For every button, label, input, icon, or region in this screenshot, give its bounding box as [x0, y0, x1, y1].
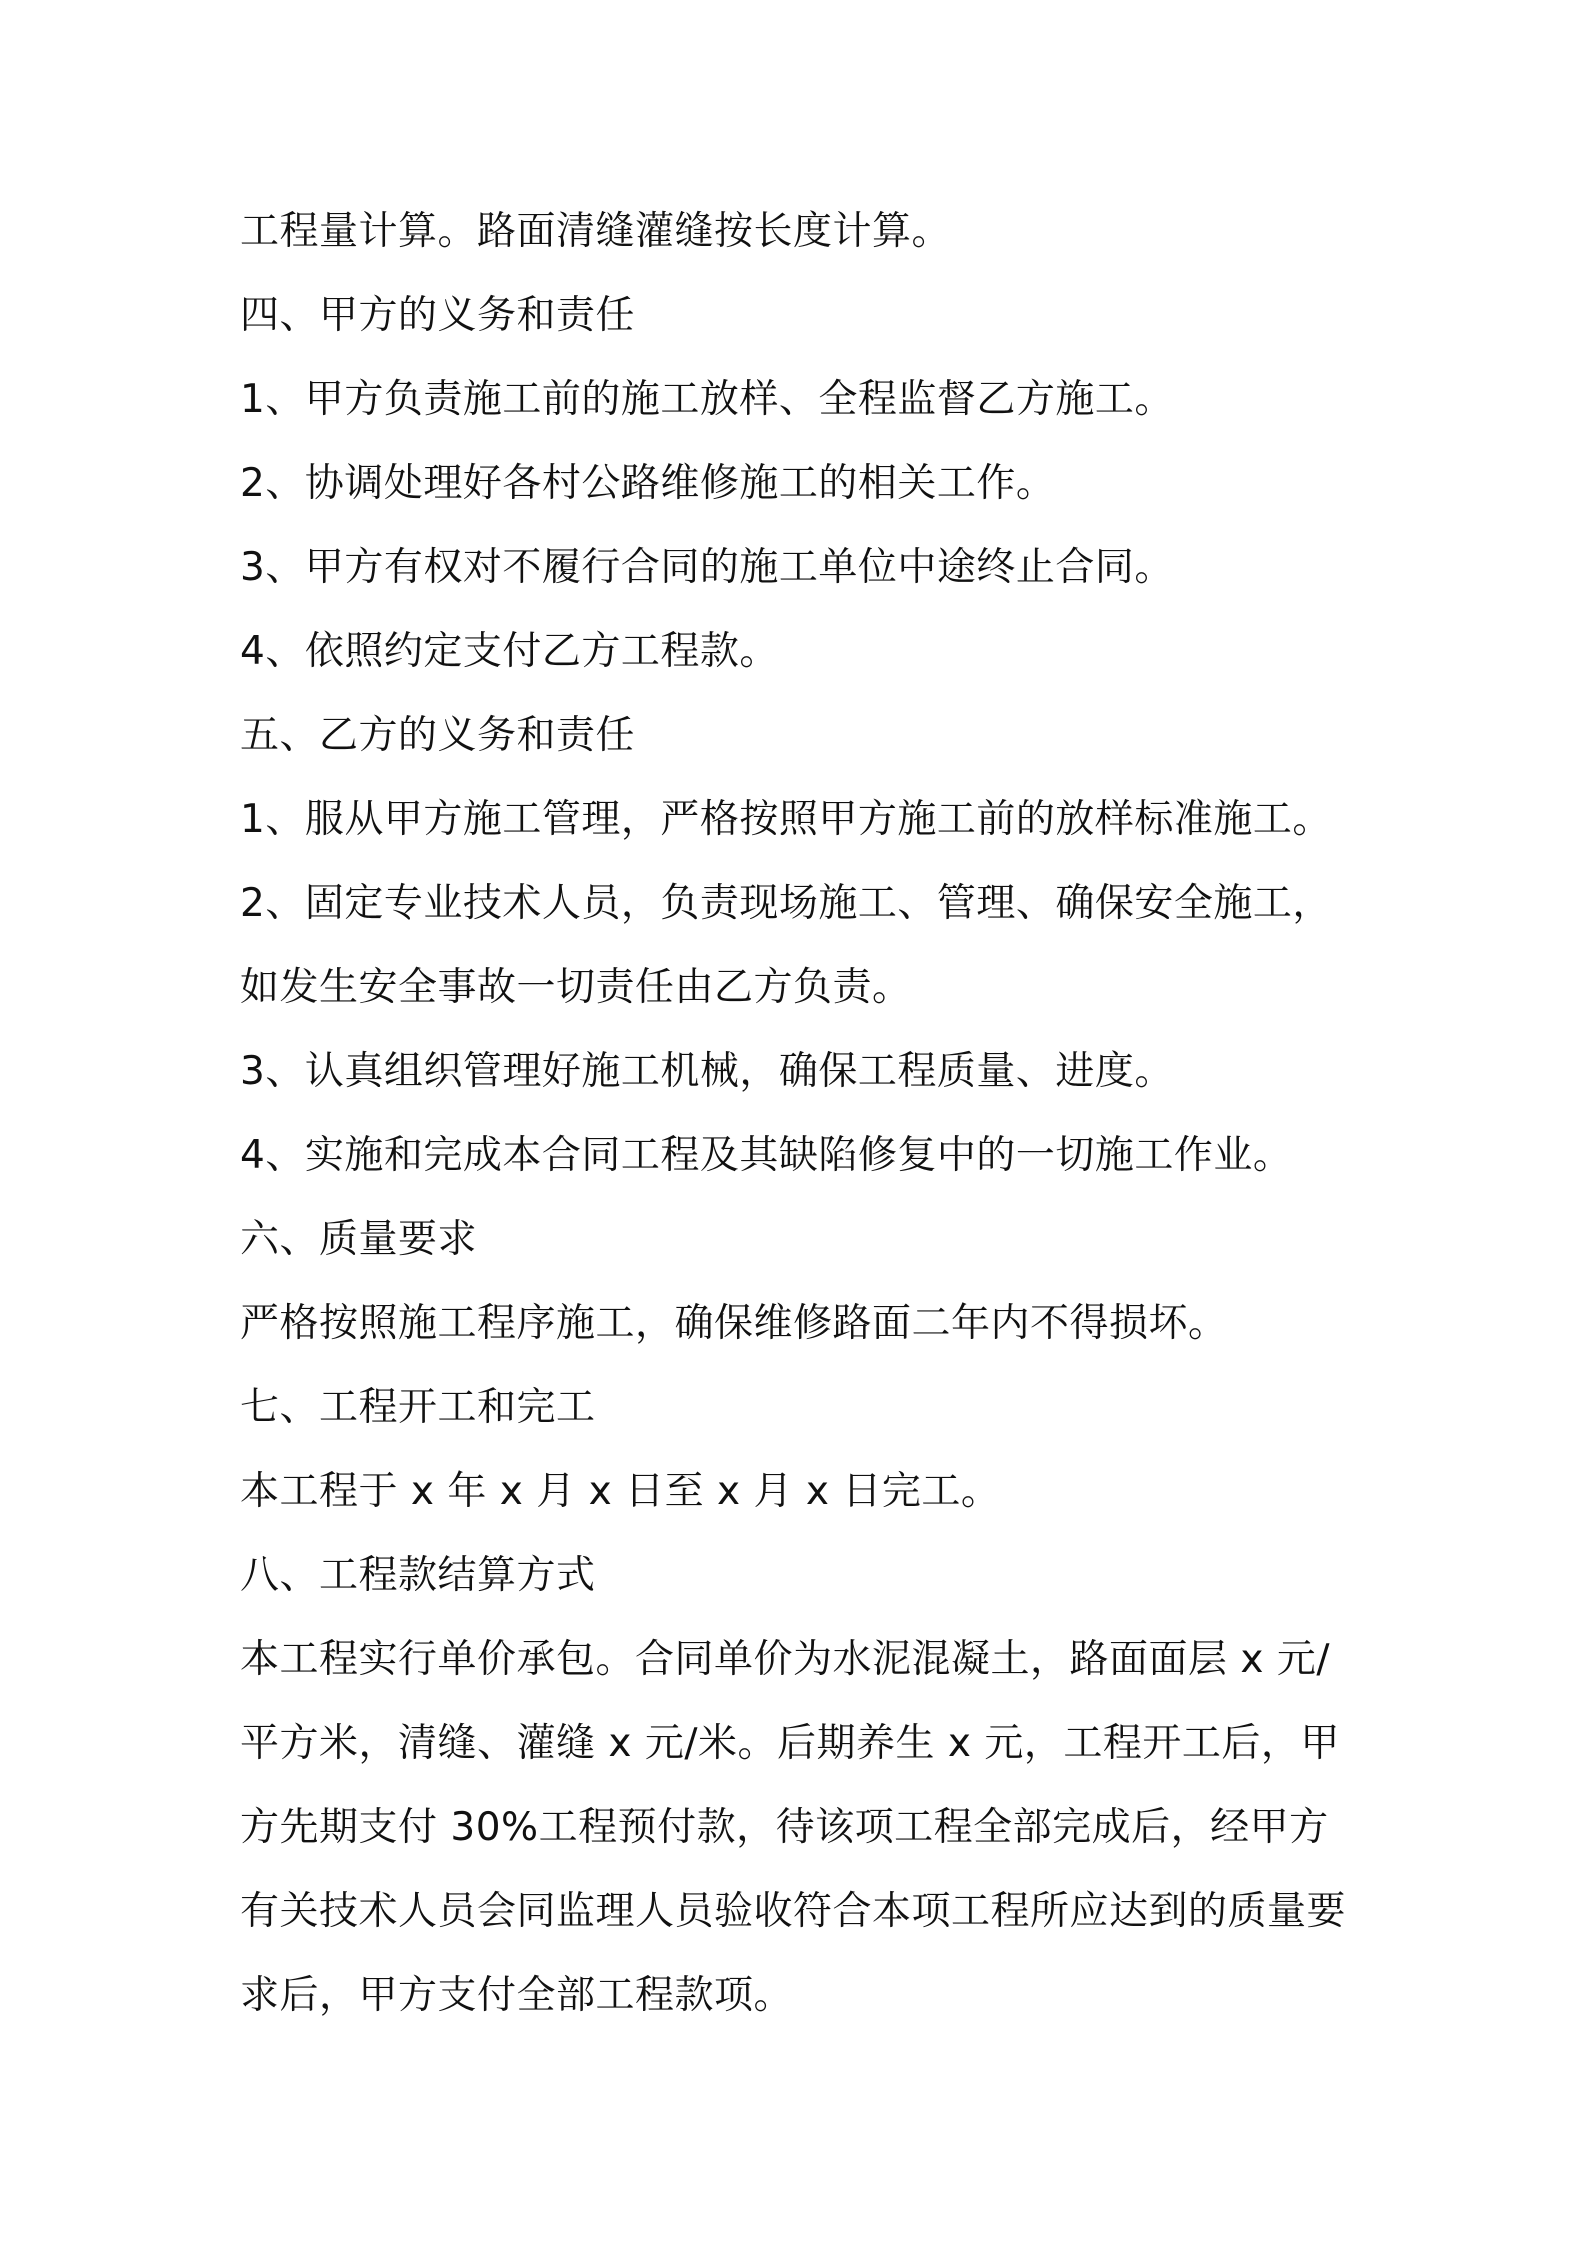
settlement-method-text: 本工程实行单价承包。合同单价为水泥混凝土，路面面层 x 元/平方米，清缝、灌缝 x 元/米。后期养生 x 元，工程开工后，甲方先期支付 30%工程预付款，待该项工程全部完成后，经甲方有关技术人员会同监理人员验收符合本项工程所应达到的质量要求后，甲方支付全部工程款项。 — [240, 1637, 1347, 2018]
heading-party-a-duties: 四、甲方的义务和责任 — [240, 293, 636, 338]
start-completion-text: 本工程于 x 年 x 月 x 日至 x 月 x 日完工。 — [240, 1469, 1001, 1514]
heading-start-completion: 七、工程开工和完工 — [240, 1385, 596, 1430]
party-b-item-4: 4、实施和完成本合同工程及其缺陷修复中的一切施工作业。 — [240, 1133, 1293, 1178]
party-a-item-3: 3、甲方有权对不履行合同的施工单位中途终止合同。 — [240, 545, 1174, 590]
party-a-item-1: 1、甲方负责施工前的施工放样、全程监督乙方施工。 — [240, 377, 1174, 422]
party-b-item-2: 2、固定专业技术人员，负责现场施工、管理、确保安全施工，如发生安全事故一切责任由乙方负责。 — [240, 881, 1332, 1010]
document-body — [240, 190, 1360, 2038]
heading-settlement-method: 八、工程款结算方式 — [240, 1553, 596, 1598]
party-b-item-3: 3、认真组织管理好施工机械，确保工程质量、进度。 — [240, 1049, 1174, 1094]
party-a-item-4: 4、依照约定支付乙方工程款。 — [240, 629, 779, 674]
heading-party-b-duties: 五、乙方的义务和责任 — [240, 713, 636, 758]
quality-requirements-text: 严格按照施工程序施工，确保维修路面二年内不得损坏。 — [240, 1301, 1228, 1346]
party-a-item-2: 2、协调处理好各村公路维修施工的相关工作。 — [240, 461, 1056, 506]
heading-quality-requirements: 六、质量要求 — [240, 1217, 478, 1262]
paragraph-quantity-calc: 工程量计算。路面清缝灌缝按长度计算。 — [240, 209, 952, 254]
party-b-item-1: 1、服从甲方施工管理，严格按照甲方施工前的放样标准施工。 — [240, 797, 1332, 842]
